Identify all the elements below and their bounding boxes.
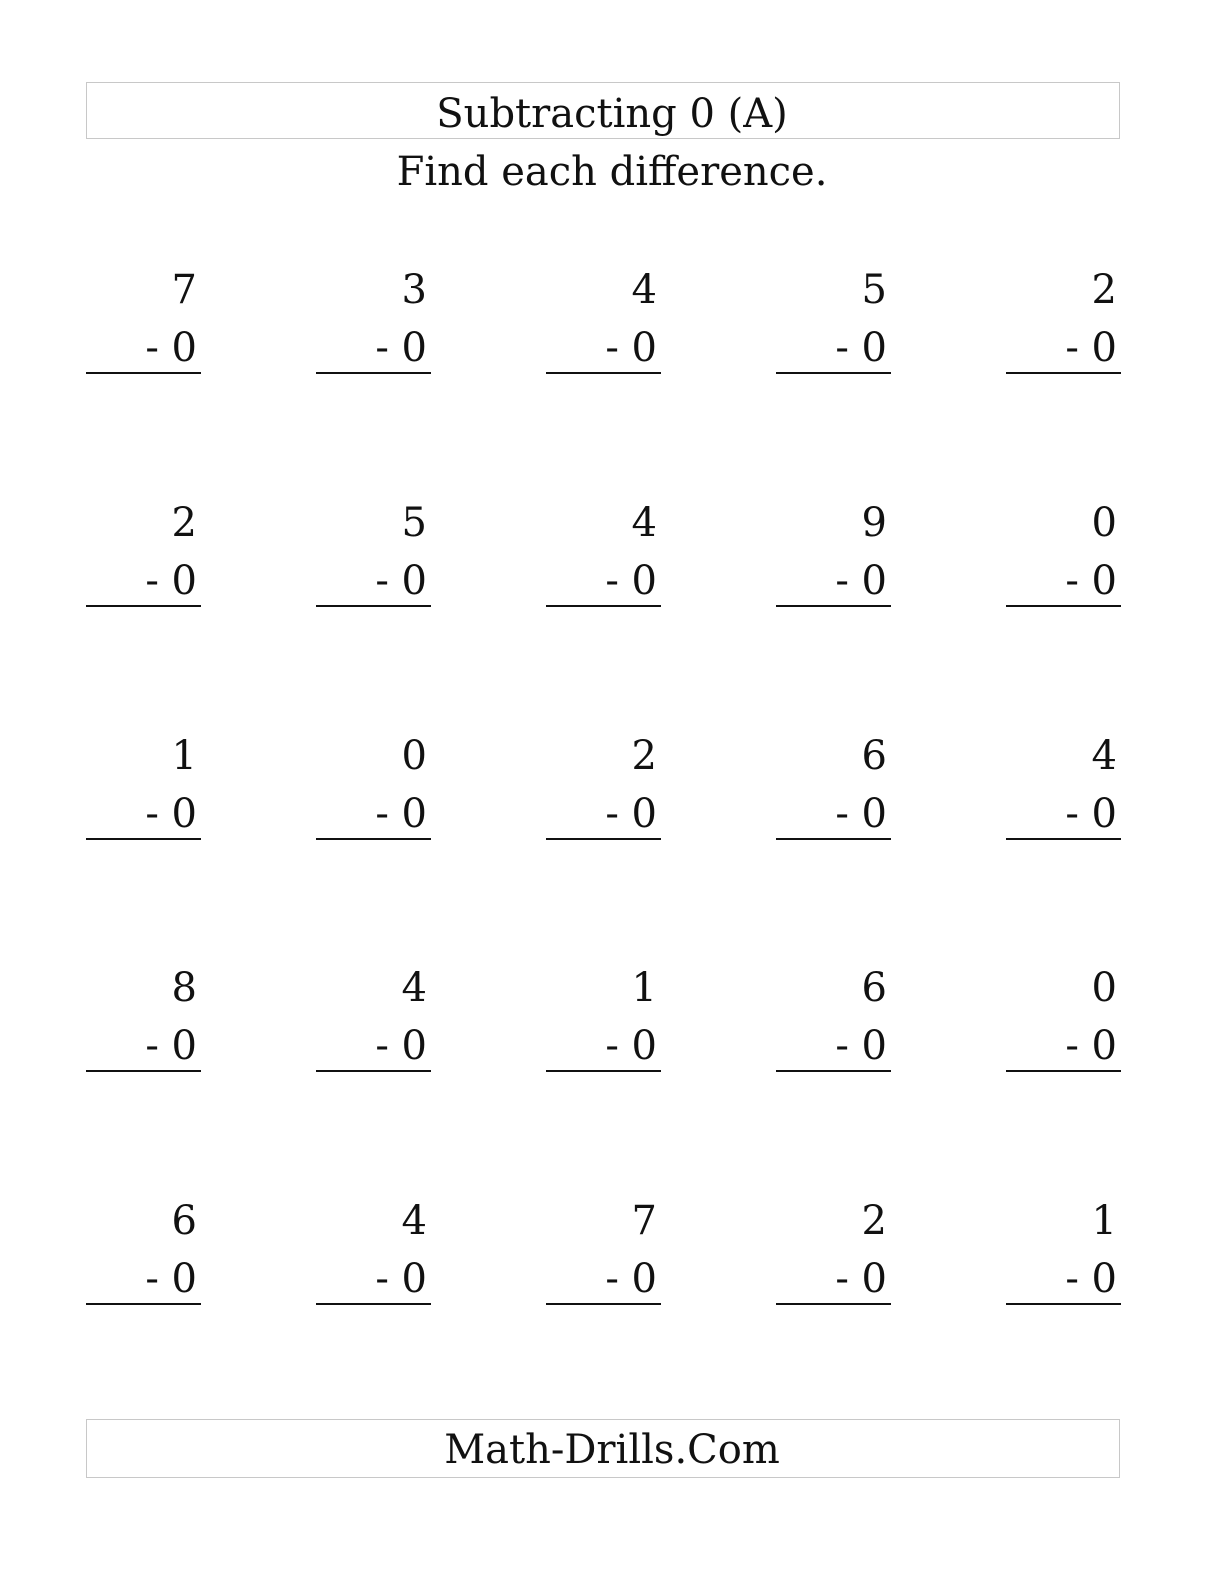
problem-subtrahend: - 0 — [145, 1023, 197, 1069]
problem-minuend: 4 — [401, 965, 427, 1011]
problem-minuend: 1 — [171, 733, 197, 779]
problem-subtrahend: - 0 — [835, 558, 887, 604]
problem-item — [776, 963, 891, 1083]
problem-subtrahend: - 0 — [605, 325, 657, 371]
problem-item — [86, 1196, 201, 1316]
answer-line — [1006, 372, 1121, 374]
problem-item — [316, 731, 431, 851]
instructions: Find each difference. — [396, 149, 828, 195]
problem-minuend: 7 — [171, 267, 197, 313]
problem-minuend: 2 — [861, 1198, 887, 1244]
footer-site-name: Math-Drills.Com — [444, 1427, 780, 1473]
problem-minuend: 6 — [171, 1198, 197, 1244]
answer-line — [546, 838, 661, 840]
answer-line — [86, 372, 201, 374]
problem-subtrahend: - 0 — [375, 1256, 427, 1302]
answer-line — [1006, 838, 1121, 840]
problem-subtrahend: - 0 — [605, 1023, 657, 1069]
problem-subtrahend: - 0 — [605, 1256, 657, 1302]
answer-line — [776, 1303, 891, 1305]
problem-item — [1006, 1196, 1121, 1316]
answer-line — [86, 1070, 201, 1072]
problem-subtrahend: - 0 — [835, 791, 887, 837]
problem-subtrahend: - 0 — [145, 1256, 197, 1302]
answer-line — [316, 1070, 431, 1072]
problem-minuend: 2 — [1091, 267, 1117, 313]
problem-item — [546, 731, 661, 851]
problem-item — [546, 498, 661, 618]
problem-item — [86, 498, 201, 618]
answer-line — [546, 1070, 661, 1072]
problem-item — [776, 731, 891, 851]
page-title: Subtracting 0 (A) — [436, 91, 788, 137]
answer-line — [86, 605, 201, 607]
problem-subtrahend: - 0 — [1065, 558, 1117, 604]
answer-line — [316, 605, 431, 607]
problem-item — [86, 731, 201, 851]
problem-subtrahend: - 0 — [145, 558, 197, 604]
problem-item — [316, 498, 431, 618]
problem-item — [1006, 731, 1121, 851]
problem-subtrahend: - 0 — [1065, 791, 1117, 837]
answer-line — [1006, 1303, 1121, 1305]
problem-subtrahend: - 0 — [145, 325, 197, 371]
problem-minuend: 0 — [401, 733, 427, 779]
problem-minuend: 5 — [401, 500, 427, 546]
problem-item — [776, 498, 891, 618]
problem-minuend: 9 — [861, 500, 887, 546]
problem-item — [1006, 265, 1121, 385]
problem-item — [316, 963, 431, 1083]
problem-minuend: 5 — [861, 267, 887, 313]
problem-subtrahend: - 0 — [375, 558, 427, 604]
problem-subtrahend: - 0 — [835, 325, 887, 371]
problem-subtrahend: - 0 — [605, 558, 657, 604]
problem-minuend: 1 — [631, 965, 657, 1011]
answer-line — [546, 605, 661, 607]
problem-minuend: 3 — [401, 267, 427, 313]
problem-item — [546, 963, 661, 1083]
answer-line — [316, 372, 431, 374]
problem-subtrahend: - 0 — [835, 1256, 887, 1302]
problem-minuend: 6 — [861, 965, 887, 1011]
answer-line — [546, 372, 661, 374]
problem-item — [776, 1196, 891, 1316]
problem-item — [86, 963, 201, 1083]
problem-minuend: 4 — [401, 1198, 427, 1244]
problem-subtrahend: - 0 — [1065, 1256, 1117, 1302]
answer-line — [1006, 605, 1121, 607]
problem-item — [316, 265, 431, 385]
problem-subtrahend: - 0 — [145, 791, 197, 837]
problem-minuend: 2 — [631, 733, 657, 779]
problem-subtrahend: - 0 — [375, 1023, 427, 1069]
answer-line — [316, 1303, 431, 1305]
problem-item — [86, 265, 201, 385]
problem-minuend: 1 — [1091, 1198, 1117, 1244]
problem-minuend: 2 — [171, 500, 197, 546]
problem-subtrahend: - 0 — [1065, 325, 1117, 371]
problem-minuend: 6 — [861, 733, 887, 779]
problem-subtrahend: - 0 — [605, 791, 657, 837]
problem-subtrahend: - 0 — [1065, 1023, 1117, 1069]
problem-minuend: 4 — [1091, 733, 1117, 779]
answer-line — [776, 372, 891, 374]
problem-subtrahend: - 0 — [375, 325, 427, 371]
answer-line — [1006, 1070, 1121, 1072]
problem-minuend: 4 — [631, 267, 657, 313]
answer-line — [86, 1303, 201, 1305]
problem-minuend: 0 — [1091, 965, 1117, 1011]
answer-line — [776, 1070, 891, 1072]
problem-minuend: 8 — [171, 965, 197, 1011]
answer-line — [316, 838, 431, 840]
problem-item — [776, 265, 891, 385]
problem-item — [546, 1196, 661, 1316]
problem-minuend: 4 — [631, 500, 657, 546]
problem-subtrahend: - 0 — [835, 1023, 887, 1069]
answer-line — [776, 838, 891, 840]
answer-line — [776, 605, 891, 607]
problem-minuend: 7 — [631, 1198, 657, 1244]
problem-item — [546, 265, 661, 385]
problem-item — [1006, 498, 1121, 618]
problem-item — [1006, 963, 1121, 1083]
answer-line — [86, 838, 201, 840]
problem-item — [316, 1196, 431, 1316]
answer-line — [546, 1303, 661, 1305]
problem-minuend: 0 — [1091, 500, 1117, 546]
problem-subtrahend: - 0 — [375, 791, 427, 837]
